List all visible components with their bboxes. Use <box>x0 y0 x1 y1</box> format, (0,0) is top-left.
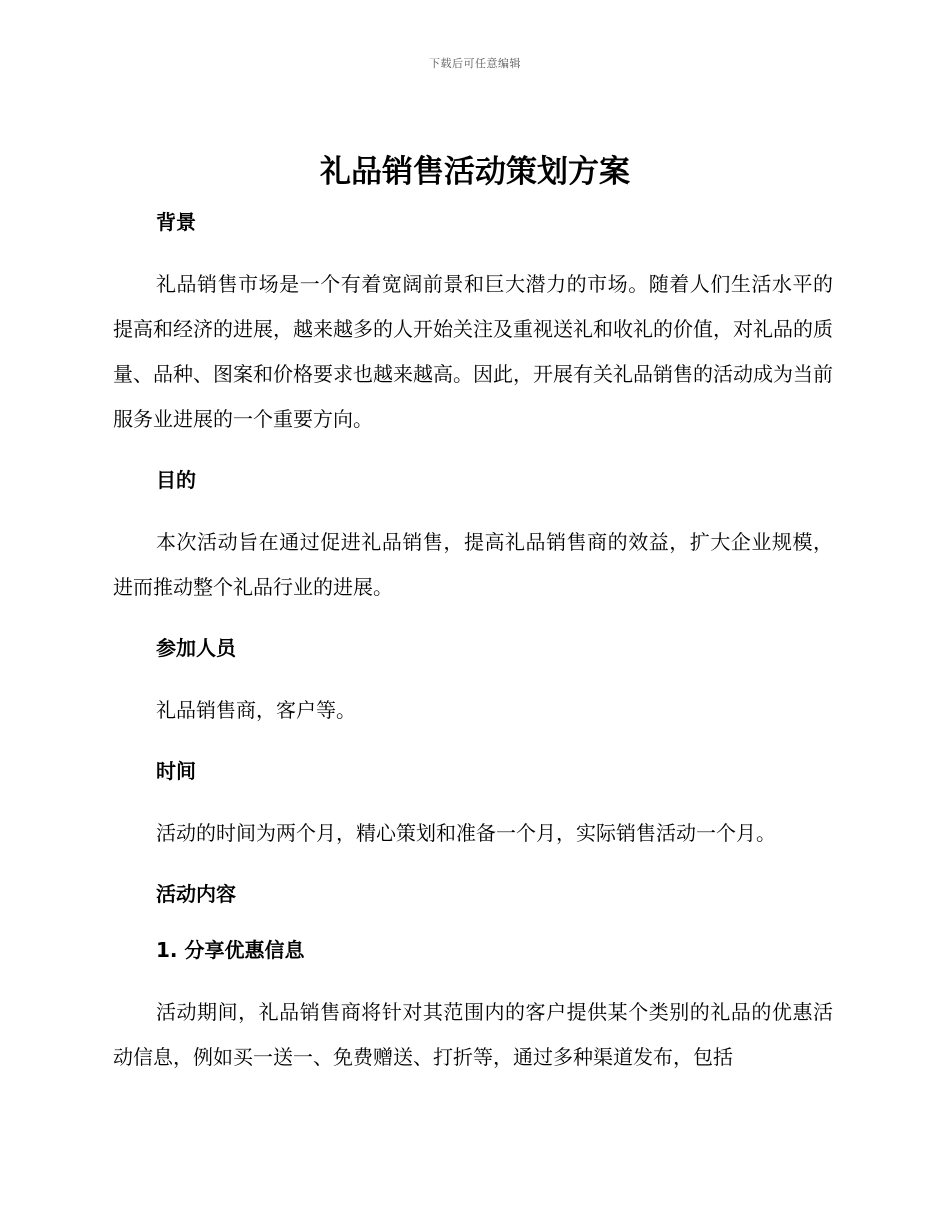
subsection-heading-share-offers: 1. 分享优惠信息 <box>156 938 305 962</box>
section-heading-content: 活动内容 <box>156 882 236 906</box>
document-title: 礼品销售活动策划方案 <box>320 154 630 190</box>
header-note: 下载后可任意编辑 <box>429 57 521 70</box>
section-heading-participants: 参加人员 <box>156 636 236 660</box>
section-heading-purpose: 目的 <box>156 468 196 492</box>
section-text-participants: 礼品销售商，客户等。 <box>156 698 356 722</box>
section-text-background: 礼品销售市场是一个有着宽阔前景和巨大潜力的市场。随着人们生活水平的提高和经济的进展，越来越多的人开始关注及重视送礼和收礼的价值，对礼品的质量、品种、图案和价格要求也越来越高。因此，开展有关礼品销售的活动成为当前服务业进展的一个重要方向。 <box>113 272 833 431</box>
section-text-time: 活动的时间为两个月，精心策划和准备一个月，实际销售活动一个月。 <box>156 821 776 845</box>
subsection-text-share-offers: 活动期间，礼品销售商将针对其范围内的客户提供某个类别的礼品的优惠活动信息，例如买一送一、免费赠送、打折等，通过多种渠道发布，包括 <box>113 1000 833 1069</box>
section-text-purpose: 本次活动旨在通过促进礼品销售，提高礼品销售商的效益，扩大企业规模，进而推动整个礼品行业的进展。 <box>113 530 833 599</box>
section-heading-time: 时间 <box>156 759 196 783</box>
document-body <box>113 206 833 1080</box>
section-heading-background: 背景 <box>156 210 196 234</box>
